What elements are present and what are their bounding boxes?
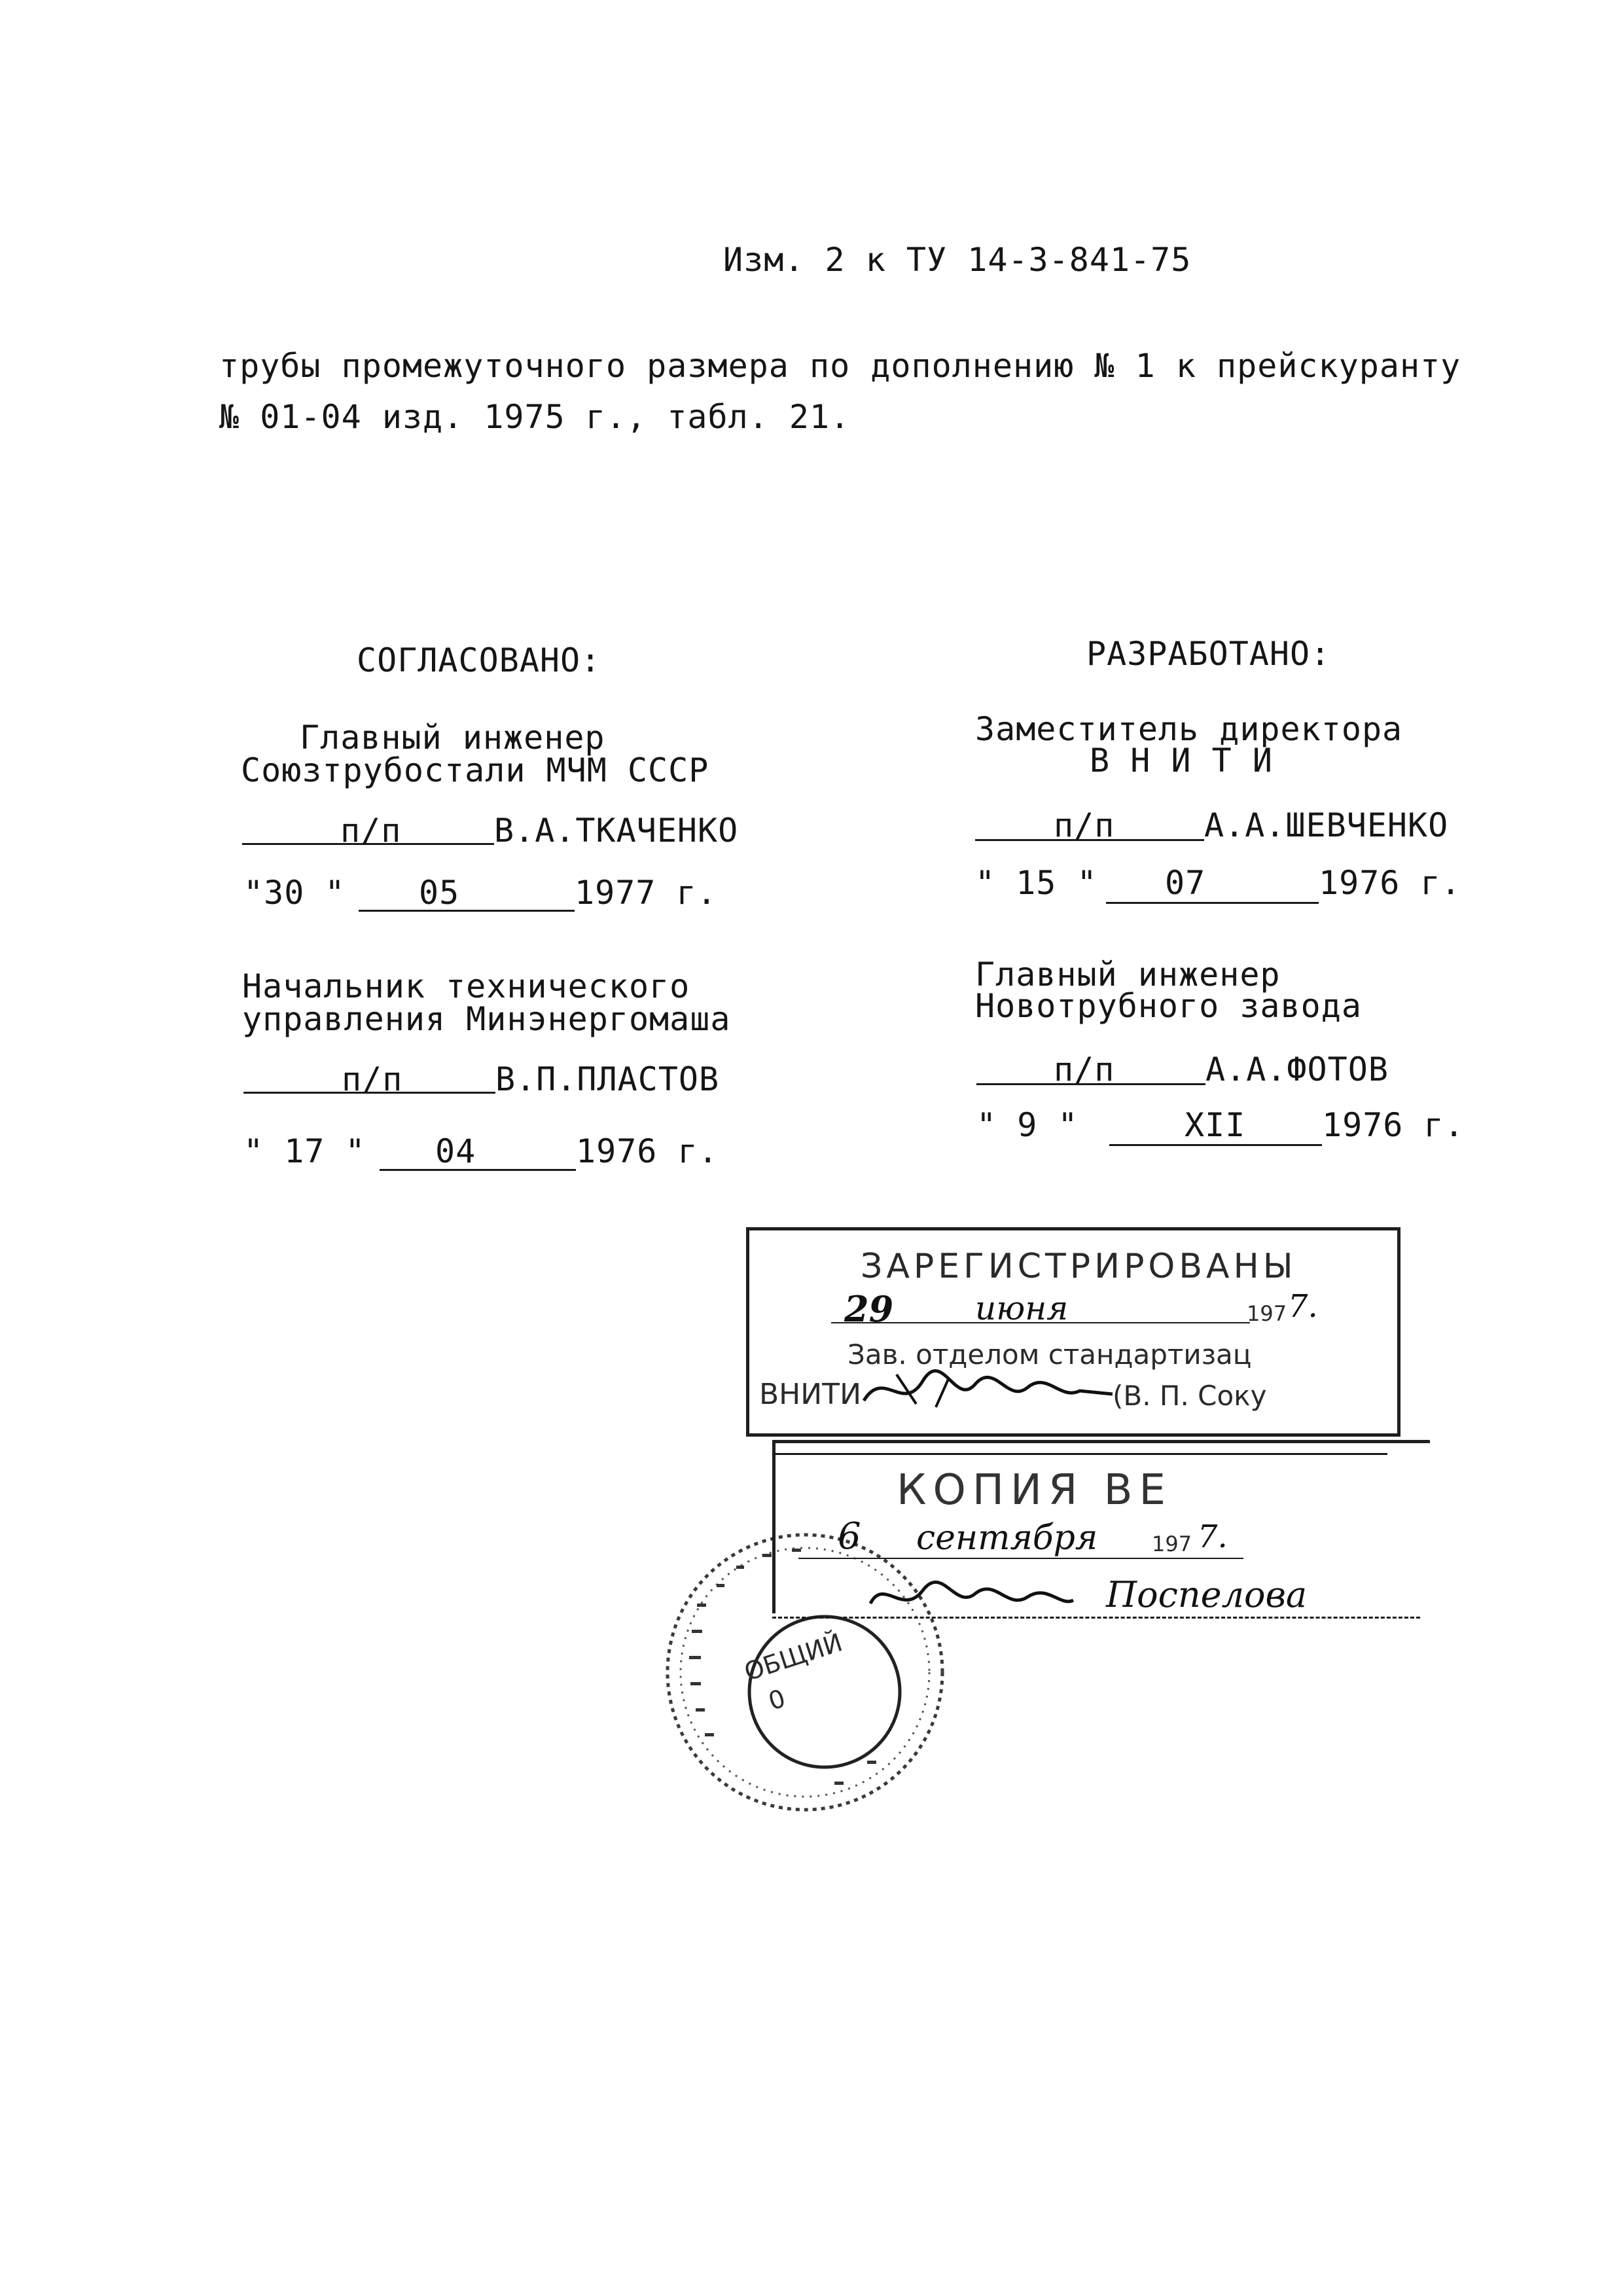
registered-date-month: июня — [975, 1289, 1069, 1327]
left-block1-name: В.А.ТКАЧЕНКО — [494, 812, 739, 850]
right-block1-title1: Заместитель директора — [975, 710, 1403, 748]
right-block2-sign-mark: п/п — [1054, 1050, 1115, 1088]
left-block2-year: 1976 г. — [576, 1132, 719, 1170]
copy-signature-icon — [864, 1571, 1080, 1623]
registered-date-year: 197 — [1247, 1301, 1287, 1326]
intro-line-2: № 01-04 изд. 1975 г., табл. 21. — [219, 398, 851, 436]
registered-signature-icon — [857, 1355, 1119, 1420]
right-block2-name: А.А.ФОТОВ — [1205, 1050, 1389, 1088]
document-reference: Изм. 2 к ТУ 14-3-841-75 — [723, 241, 1192, 279]
registered-stamp-org: ВНИТИ — [759, 1378, 861, 1411]
right-block1-name: А.А.ШЕВЧЕНКО — [1204, 806, 1449, 844]
right-block2-title2: Новотрубного завода — [975, 987, 1362, 1025]
left-block1-title1: Главный инженер — [300, 719, 605, 757]
agreed-heading: СОГЛАСОВАНО: — [357, 641, 601, 679]
copy-date-year: 197 — [1152, 1532, 1192, 1556]
right-block2-month: XII — [1185, 1106, 1246, 1144]
left-block1-year: 1977 г. — [575, 874, 717, 912]
copy-stamp-title: КОПИЯ ВЕ — [897, 1466, 1172, 1515]
left-block1-day: "30 " — [243, 874, 346, 912]
left-block1-title2: Союзтрубостали МЧМ СССР — [241, 751, 709, 789]
copy-stamp-bottom-line — [772, 1617, 1420, 1619]
left-block2-name: В.П.ПЛАСТОВ — [495, 1060, 720, 1098]
copy-stamp-top-line — [772, 1453, 1387, 1455]
copy-date-month: сентября — [916, 1518, 1098, 1558]
right-block1-month: 07 — [1165, 864, 1206, 902]
left-block2-day: " 17 " — [243, 1132, 366, 1170]
right-block1-day: " 15 " — [975, 864, 1097, 902]
left-block2-month: 04 — [435, 1132, 476, 1170]
left-block1-month: 05 — [419, 874, 460, 912]
left-block1-month-line — [359, 910, 575, 912]
right-block2-title1: Главный инженер — [975, 956, 1281, 994]
left-block2-month-line — [380, 1169, 576, 1171]
right-block1-title2: В Н И Т И — [1090, 742, 1273, 780]
registered-stamp-title: ЗАРЕГИСТРИРОВАНЫ — [861, 1247, 1297, 1286]
right-block2-day: " 9 " — [976, 1106, 1079, 1144]
registered-date-day: 29 — [844, 1288, 894, 1330]
right-block1-month-line — [1106, 902, 1319, 904]
left-block1-sign-mark: п/п — [340, 812, 402, 850]
registered-stamp-name: (В. П. Соку — [1113, 1380, 1267, 1412]
copy-date-line — [798, 1558, 1243, 1559]
copy-date-year-hand: 7. — [1198, 1518, 1228, 1555]
left-block2-sign-mark: п/п — [342, 1060, 403, 1098]
copy-date-day: 6 — [838, 1515, 861, 1558]
right-block2-year: 1976 г. — [1322, 1106, 1465, 1144]
copy-stamp-sign: Поспелова — [1106, 1574, 1308, 1615]
right-block1-sign-mark: п/п — [1054, 806, 1115, 844]
left-block2-title1: Начальник технического — [242, 967, 690, 1005]
round-seal-sub-text: 0 — [764, 1683, 789, 1716]
round-seal-center-text: ОБЩИЙ — [740, 1628, 846, 1687]
left-block2-title2: управления Минэнергомаша — [242, 1000, 731, 1038]
right-block2-month-line — [1109, 1144, 1322, 1146]
intro-line-1: трубы промежуточного размера по дополнению № 1 к прейскуранту — [219, 347, 1461, 385]
registered-stamp-line2: Зав. отделом стандартизац — [847, 1338, 1252, 1371]
right-block1-year: 1976 г. — [1319, 864, 1461, 902]
developed-heading: РАЗРАБОТАНО: — [1086, 635, 1331, 673]
registered-date-year-hand: 7. — [1288, 1288, 1318, 1325]
